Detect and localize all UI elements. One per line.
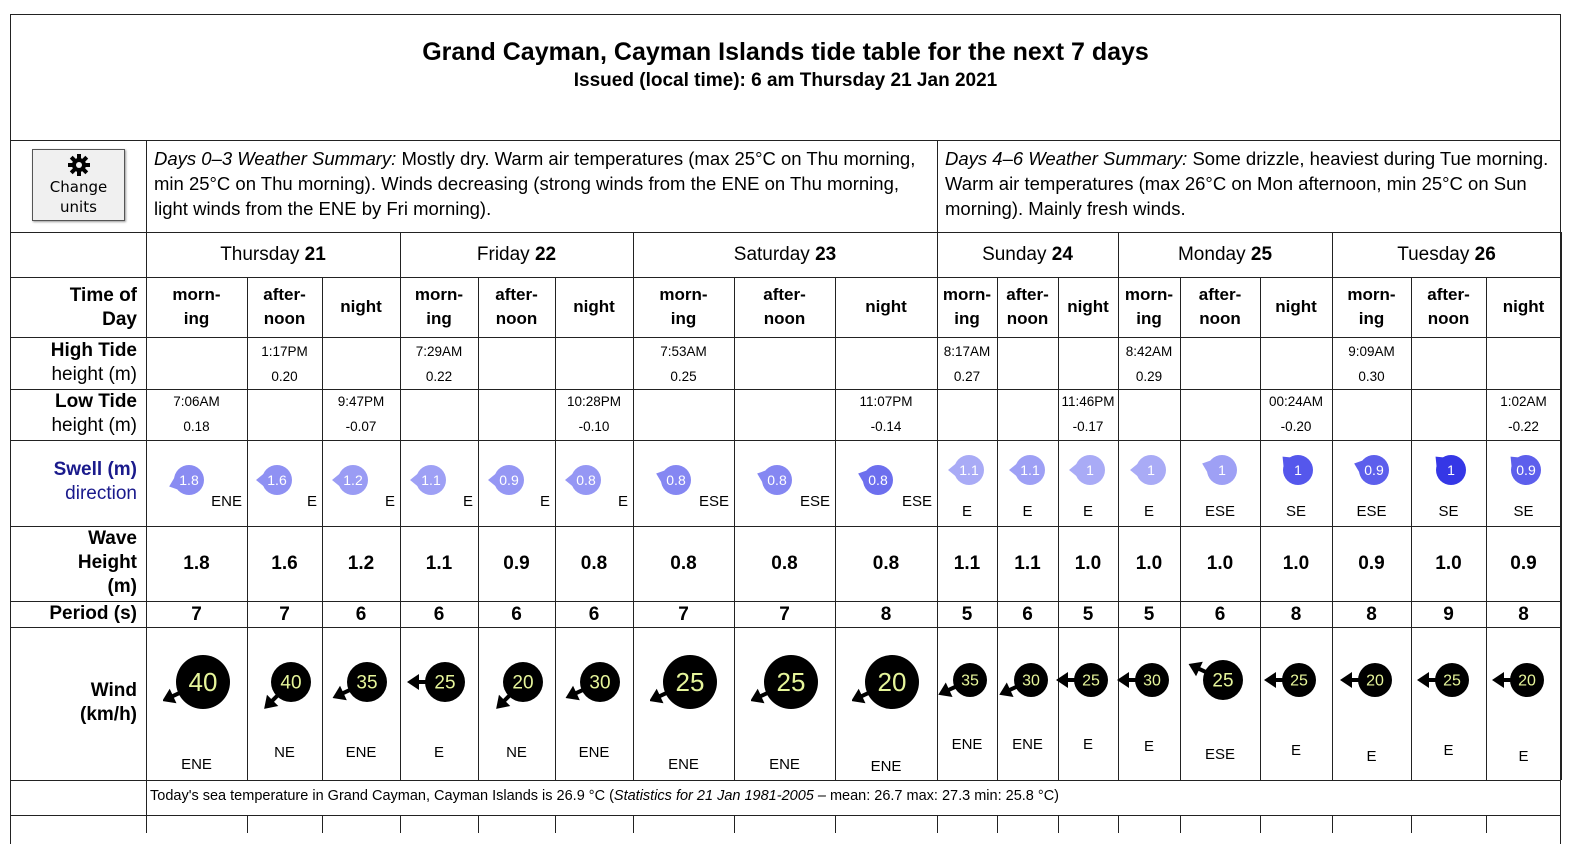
time-of-day [937, 277, 997, 337]
swell-height: 1.1 [1019, 462, 1040, 478]
swell-height: 1.2 [343, 472, 363, 488]
time-of-day-label: after- [763, 285, 806, 304]
time-of-day-label: night [340, 297, 382, 316]
low-tide-cell [555, 389, 633, 439]
wind-direction: ENE [951, 736, 983, 753]
row-divider [10, 140, 1561, 141]
day-name: Thursday [220, 243, 300, 265]
low-tide-time: 10:28PM [566, 394, 622, 409]
column-divider [1486, 815, 1487, 833]
time-of-day-label: noon [263, 309, 306, 328]
day-number: 26 [1474, 243, 1496, 265]
swell-icon [1276, 450, 1316, 490]
time-of-day [1486, 277, 1561, 337]
wave-period: 6 [433, 603, 445, 625]
wind-direction: ENE [668, 756, 699, 773]
swell-height: 0.8 [665, 472, 686, 488]
wind-icon [751, 642, 831, 722]
wind-direction: E [1518, 748, 1529, 765]
time-of-day-label: noon [1006, 309, 1049, 328]
time-of-day [734, 277, 835, 337]
day-number: 22 [534, 243, 557, 265]
wind-speed: 20 [877, 666, 907, 697]
column-divider [734, 815, 735, 833]
day-number: 24 [1051, 243, 1073, 265]
time-of-day [1411, 277, 1486, 337]
wave-period: 6 [1214, 603, 1226, 625]
wave-height: 1.2 [347, 553, 375, 574]
time-of-day-label: noon [495, 309, 538, 328]
wind-speed: 35 [961, 672, 979, 690]
wind-direction: ENE [1012, 736, 1043, 753]
low-tide-cell [146, 389, 247, 439]
time-of-day-label: ing [670, 309, 697, 328]
swell-height: 0.8 [576, 472, 596, 488]
wind-direction: E [1443, 742, 1454, 759]
column-divider [997, 815, 998, 833]
swell-height: 1.6 [266, 472, 287, 488]
wave-period: 8 [880, 603, 892, 625]
wind-icon [1412, 640, 1492, 720]
row-divider [10, 627, 1561, 628]
time-of-day-label: after- [495, 285, 538, 304]
high-tide-cell [400, 339, 478, 389]
time-of-day-label: night [865, 297, 907, 316]
wave-period: 7 [191, 603, 202, 625]
high-tide-time: 1:17PM [261, 344, 308, 359]
time-of-day [835, 277, 937, 337]
high-tide-height: 0.27 [953, 369, 981, 384]
swell-direction: ENE [211, 493, 242, 510]
low-tide-time: 11:07PM [859, 394, 913, 409]
low-tide-cell [1486, 389, 1561, 439]
wind-speed: 20 [511, 672, 534, 694]
high-tide-time: 9:09AM [1348, 344, 1395, 359]
wind-icon [650, 642, 730, 722]
wave-height: 0.9 [503, 553, 530, 574]
gear-icon [67, 153, 91, 177]
time-of-day [1058, 277, 1118, 337]
wave-period: 6 [511, 603, 522, 625]
swell-height: 1 [1294, 462, 1302, 478]
time-of-day [1260, 277, 1332, 337]
wind-speed: 25 [1290, 672, 1308, 690]
swell-icon [1068, 450, 1108, 490]
weather-summary-days-4-6 [945, 146, 1555, 221]
column-divider [1411, 815, 1412, 833]
high-tide-time: 7:53AM [660, 344, 707, 359]
low-tide-height: 0.18 [183, 419, 210, 434]
column-divider [1118, 815, 1119, 833]
swell-icon [1129, 450, 1169, 490]
swell-direction: E [1082, 503, 1093, 520]
low-tide-height: -0.22 [1508, 419, 1539, 434]
wave-period: 5 [1143, 603, 1155, 625]
issued-time: Issued (local time): 6 am Thursday 21 Jan 2021 [573, 70, 998, 91]
day-name: Sunday [982, 243, 1047, 265]
swell-height: 1 [1147, 462, 1155, 478]
swell-height: 1 [1086, 462, 1094, 478]
wind-direction: NE [274, 744, 295, 761]
column-divider [1058, 815, 1059, 833]
low-tide-cell [1058, 389, 1118, 439]
wind-direction: E [1290, 742, 1301, 759]
low-tide-height: -0.07 [345, 419, 377, 434]
day-number: 21 [304, 243, 326, 265]
time-of-day-label: night [573, 297, 615, 316]
column-divider [835, 815, 836, 833]
high-tide-time: 7:29AM [415, 344, 463, 359]
time-of-day-label: ing [1136, 309, 1162, 328]
summary-text: Some drizzle, heaviest during Tue morning. Warm air temperatures (max 26°C on Mon afternoon, min 25°C on Sun morning). Mainly fresh winds. [945, 148, 1549, 219]
high-tide-cell [1332, 339, 1411, 389]
time-of-day-label: morn- [659, 285, 708, 304]
swell-height: 0.9 [1515, 462, 1536, 478]
wave-height: 1.0 [1135, 553, 1163, 574]
wave-height: 1.1 [425, 553, 453, 574]
low-tide-time: 11:46PM [1061, 394, 1115, 409]
swell-direction: E [617, 493, 628, 510]
column-divider [247, 815, 248, 833]
swell-icon [947, 450, 987, 490]
swell-icon [1200, 450, 1240, 490]
swell-direction: ESE [698, 493, 729, 510]
wind-direction: ENE [578, 744, 610, 761]
high-tide-height: 0.25 [670, 369, 697, 384]
time-of-day-label: night [1067, 297, 1109, 316]
swell-height: 0.8 [766, 472, 787, 488]
summary-label: Days 4–6 Weather Summary: [945, 148, 1188, 169]
row-label-high-tide: High Tide height (m) [50, 340, 137, 385]
row-divider [10, 780, 1561, 781]
wind-icon [852, 642, 932, 722]
wave-height: 0.9 [1358, 553, 1385, 574]
low-tide-height: -0.17 [1072, 419, 1104, 434]
swell-direction: SE [1285, 503, 1306, 520]
high-tide-cell [1118, 339, 1180, 389]
change-units-button[interactable] [32, 149, 125, 221]
column-divider [937, 140, 938, 232]
wave-height: 1.0 [1074, 553, 1102, 574]
low-tide-height: -0.20 [1280, 419, 1312, 434]
swell-direction: E [961, 503, 972, 520]
wave-period: 7 [779, 603, 790, 625]
low-tide-time: 9:47PM [337, 394, 385, 409]
time-of-day [633, 277, 734, 337]
time-of-day [322, 277, 400, 337]
wave-period: 7 [678, 603, 689, 625]
swell-height: 0.9 [498, 472, 519, 488]
low-tide-height: -0.14 [870, 419, 902, 434]
time-of-day-label: morn- [172, 285, 221, 304]
day-header [937, 232, 1118, 277]
wind-speed: 20 [1365, 672, 1384, 690]
high-tide-height: 0.30 [1358, 369, 1385, 384]
wave-height: 1.1 [953, 553, 981, 574]
swell-direction: E [539, 493, 550, 510]
time-of-day [1332, 277, 1411, 337]
low-tide-time: 1:02AM [1500, 394, 1547, 409]
wind-direction: ENE [870, 758, 902, 775]
time-of-day [997, 277, 1058, 337]
high-tide-height: 0.22 [425, 369, 453, 384]
day-name: Friday [476, 243, 530, 265]
wind-speed: 30 [589, 672, 611, 694]
wind-direction: E [1082, 736, 1093, 753]
wind-speed: 40 [188, 666, 217, 697]
row-label-period: Period (s) [49, 603, 137, 624]
swell-direction: E [306, 493, 317, 510]
time-of-day [400, 277, 478, 337]
wave-height: 1.8 [183, 553, 210, 574]
day-name: Tuesday [1397, 243, 1470, 265]
time-of-day-label: ing [183, 309, 210, 328]
wave-period: 8 [1366, 603, 1377, 625]
time-of-day [478, 277, 555, 337]
column-divider [478, 815, 479, 833]
time-of-day-label: ing [426, 309, 452, 328]
high-tide-cell [247, 339, 322, 389]
wave-period: 6 [355, 603, 367, 625]
swell-height: 1.1 [959, 462, 979, 478]
day-header [1332, 232, 1561, 277]
day-number: 23 [815, 243, 837, 265]
row-label-time-of-day: Time of Day [69, 285, 137, 330]
day-number: 25 [1250, 243, 1273, 265]
wave-height: 1.0 [1282, 553, 1310, 574]
time-of-day-label: after- [1006, 285, 1049, 304]
time-of-day-label: night [1275, 297, 1317, 316]
wind-direction: E [1366, 748, 1377, 765]
wind-speed: 30 [1143, 672, 1161, 690]
row-label-swell: Swell (m) direction [53, 459, 137, 504]
swell-direction: ESE [799, 493, 830, 510]
swell-direction: ESE [901, 493, 932, 510]
time-of-day [1118, 277, 1180, 337]
wave-period: 5 [1082, 603, 1094, 625]
wave-height: 0.9 [1510, 553, 1537, 574]
low-tide-cell [322, 389, 400, 439]
wind-speed: 25 [1212, 670, 1234, 692]
low-tide-height: -0.10 [578, 419, 610, 434]
day-header [1118, 232, 1332, 277]
time-of-day-label: morn- [942, 285, 992, 304]
low-tide-cell [1260, 389, 1332, 439]
time-of-day [555, 277, 633, 337]
row-divider [10, 337, 1561, 338]
wave-height: 1.0 [1206, 553, 1234, 574]
column-divider [1180, 815, 1181, 833]
time-of-day-label: ing [1358, 309, 1385, 328]
wave-period: 8 [1290, 603, 1302, 625]
wave-period: 7 [279, 603, 290, 625]
sea-temperature-note: Today's sea temperature in Grand Cayman, Cayman Islands is 26.9 °C (Statistics for 21 Jan 1981-2005 – mean: 26.7 max: 27.3 min: 25.8 °C) [150, 788, 1059, 804]
wind-direction: ENE [345, 744, 377, 761]
column-divider [937, 815, 938, 833]
high-tide-time: 8:42AM [1125, 344, 1173, 359]
wind-icon [251, 642, 331, 722]
swell-direction: ESE [1204, 503, 1235, 520]
swell-height: 0.8 [868, 472, 888, 488]
change-units-label-1: Change [49, 178, 108, 196]
column-divider [555, 815, 556, 833]
change-units-label-2: units [60, 198, 97, 216]
wave-period: 6 [1022, 603, 1033, 625]
wind-icon [1487, 640, 1567, 720]
wind-speed: 25 [675, 666, 704, 697]
wind-icon [483, 642, 563, 722]
swell-height: 1.8 [178, 472, 199, 488]
wind-icon [1259, 640, 1339, 720]
high-tide-height: 0.29 [1135, 369, 1163, 384]
swell-direction: E [1143, 503, 1154, 520]
day-name: Monday [1177, 243, 1246, 265]
header [10, 14, 1561, 140]
time-of-day-label: night [1502, 297, 1545, 316]
wave-height: 1.6 [271, 553, 298, 574]
column-divider [322, 815, 323, 833]
wind-speed: 25 [1082, 672, 1100, 690]
wind-speed: 25 [776, 666, 805, 697]
wind-direction: ESE [1204, 746, 1235, 763]
row-divider [10, 526, 1561, 527]
column-divider [1332, 815, 1333, 833]
column-divider [400, 815, 401, 833]
column-divider [1260, 815, 1261, 833]
wave-period: 6 [588, 603, 600, 625]
swell-height: 1 [1218, 462, 1226, 478]
swell-height: 1.1 [421, 472, 441, 488]
page-title: Grand Cayman, Cayman Islands tide table for the next 7 days [422, 38, 1149, 66]
swell-direction: E [384, 493, 395, 510]
wind-speed: 35 [356, 672, 378, 694]
day-header [400, 232, 633, 277]
wind-icon [405, 642, 485, 722]
time-of-day-label: morn- [414, 285, 464, 304]
wind-speed: 30 [1021, 672, 1040, 690]
time-of-day-label: noon [1199, 309, 1241, 328]
wind-icon [1183, 640, 1263, 720]
wind-icon [1335, 640, 1415, 720]
wind-icon [163, 642, 243, 722]
time-of-day-label: after- [1427, 285, 1470, 304]
row-divider [10, 440, 1561, 441]
high-tide-height: 0.20 [271, 369, 298, 384]
wave-height: 1.1 [1014, 553, 1041, 574]
swell-direction: E [1022, 503, 1033, 520]
swell-direction: SE [1438, 503, 1459, 520]
high-tide-time: 8:17AM [943, 344, 991, 359]
time-of-day-label: after- [1198, 285, 1242, 304]
high-tide-cell [633, 339, 734, 389]
swell-direction: ESE [1356, 503, 1387, 520]
wave-period: 5 [961, 603, 973, 625]
low-tide-time: 7:06AM [173, 394, 220, 409]
weather-summary-days-0-3 [154, 146, 932, 221]
wave-height: 0.8 [670, 553, 697, 574]
swell-icon [1352, 450, 1392, 490]
row-label-wave-height: Wave Height (m) [77, 528, 137, 597]
wave-height: 0.8 [872, 553, 900, 574]
day-header [633, 232, 937, 277]
wind-direction: ENE [769, 756, 800, 773]
wind-speed: 40 [279, 672, 302, 694]
wind-icon [327, 642, 407, 722]
wind-icon [560, 642, 640, 722]
swell-icon [1504, 450, 1544, 490]
time-of-day-label: noon [1427, 309, 1470, 328]
row-label-wind: Wind (km/h) [80, 680, 137, 725]
swell-icon [1008, 450, 1048, 490]
time-of-day [146, 277, 247, 337]
time-of-day-label: after- [263, 285, 306, 304]
column-divider [633, 815, 634, 833]
time-of-day-label: morn- [1124, 285, 1174, 304]
wind-speed: 25 [1442, 672, 1461, 690]
day-name: Saturday [733, 243, 810, 265]
wave-height: 0.8 [771, 553, 798, 574]
wave-period: 9 [1443, 603, 1454, 625]
wind-direction: E [433, 744, 444, 761]
time-of-day-label: noon [763, 309, 806, 328]
wave-height: 0.8 [580, 553, 608, 574]
wind-speed: 20 [1517, 672, 1536, 690]
swell-direction: E [462, 493, 473, 510]
swell-height: 0.9 [1363, 462, 1384, 478]
day-header [146, 232, 400, 277]
summary-label: Days 0–3 Weather Summary: [154, 148, 397, 169]
swell-icon [1429, 450, 1469, 490]
wind-direction: E [1143, 738, 1154, 755]
wind-direction: NE [506, 744, 527, 761]
time-of-day-label: ing [954, 309, 980, 328]
time-of-day [1180, 277, 1260, 337]
row-label-low-tide: Low Tide height (m) [51, 391, 137, 436]
wind-icon [1112, 640, 1192, 720]
swell-height: 1 [1446, 462, 1455, 478]
low-tide-cell [835, 389, 937, 439]
swell-direction: SE [1513, 503, 1534, 520]
row-divider [10, 815, 1561, 816]
wind-speed: 25 [434, 672, 456, 694]
time-of-day-label: morn- [1347, 285, 1396, 304]
wave-period: 8 [1518, 603, 1529, 625]
low-tide-time: 00:24AM [1268, 394, 1324, 409]
summary-text: Mostly dry. Warm air temperatures (max 25°C on Thu morning, min 25°C on Thu morning). Winds decreasing (strong winds from the ENE on Thu morning, light winds from the ENE by Fri morning). [154, 148, 916, 219]
high-tide-cell [937, 339, 997, 389]
wind-direction: ENE [181, 756, 212, 773]
time-of-day [247, 277, 322, 337]
wave-height: 1.0 [1435, 553, 1462, 574]
